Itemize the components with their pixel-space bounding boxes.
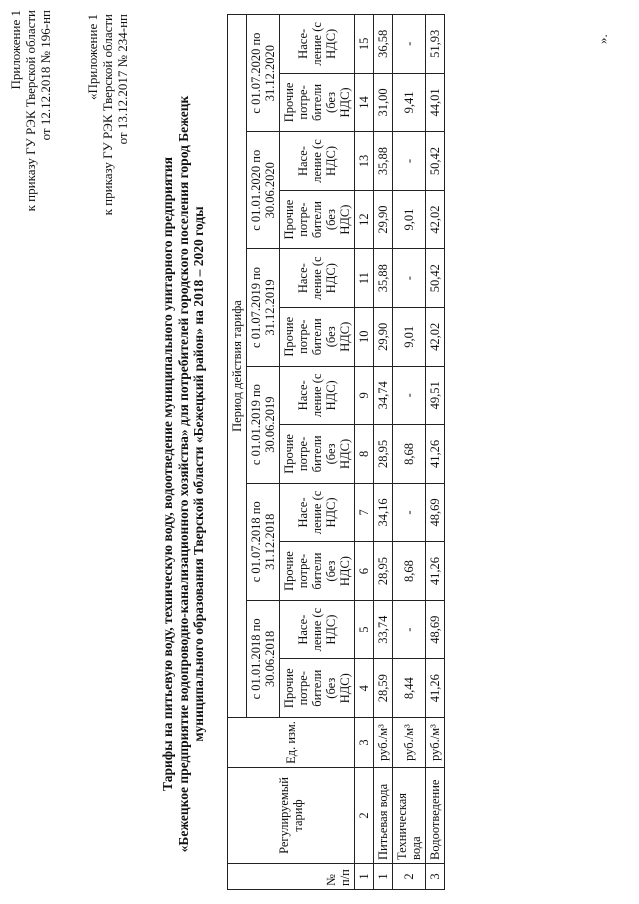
colnum-cell: 7 — [355, 483, 374, 542]
value-cell: 9,01 — [393, 190, 426, 249]
annex-previous-line3: от 13.12.2017 № 234-нп — [115, 14, 130, 145]
sub-population: Насе- ление (с НДС) — [280, 483, 355, 542]
table-row — [374, 15, 393, 890]
colnum-cell: 4 — [355, 659, 374, 718]
closing-mark: ». — [595, 34, 610, 44]
table-header-row-1 — [228, 15, 247, 890]
period-3: с 01.01.2019 по 30.06.2019 — [247, 366, 280, 483]
row-no: 2 — [393, 864, 426, 890]
value-cell: 41,26 — [426, 542, 445, 601]
title-line3: муниципального образования Тверской области «Бежецкий район» на 2018 – 2020 годы — [191, 206, 206, 742]
annex-previous-line1: «Приложение 1 — [85, 14, 100, 101]
period-6: с 01.07.2020 по 31.12.2020 — [247, 15, 280, 132]
header-tariff: Регулируемый тариф — [228, 768, 355, 864]
sub-population: Насе- ление (с НДС) — [280, 600, 355, 659]
annex-previous — [85, 14, 130, 215]
colnum-cell: 3 — [355, 718, 374, 768]
annex-current — [8, 10, 53, 211]
value-cell: 28,95 — [374, 542, 393, 601]
period-5: с 01.01.2020 по 30.06.2020 — [247, 132, 280, 249]
colnum-cell: 15 — [355, 15, 374, 74]
sub-other: Прочие потре- бители (без НДС) — [280, 73, 355, 132]
value-cell: 50,42 — [426, 249, 445, 308]
row-no: 1 — [374, 864, 393, 890]
value-cell: 31,00 — [374, 73, 393, 132]
colnum-cell: 8 — [355, 425, 374, 484]
value-cell: 34,74 — [374, 366, 393, 425]
value-cell: 48,69 — [426, 600, 445, 659]
header-period: Период действия тарифа — [228, 15, 247, 718]
row-unit: руб./м³ — [374, 718, 393, 768]
sub-population: Насе- ление (с НДС) — [280, 249, 355, 308]
row-unit: руб./м³ — [393, 718, 426, 768]
colnum-cell: 13 — [355, 132, 374, 191]
value-cell: - — [393, 132, 426, 191]
value-cell: 29,90 — [374, 190, 393, 249]
value-cell: 35,88 — [374, 249, 393, 308]
value-cell: 51,93 — [426, 15, 445, 74]
sub-other: Прочие потре- бители (без НДС) — [280, 307, 355, 366]
colnum-cell: 5 — [355, 600, 374, 659]
period-1: с 01.01.2018 по 30.06.2018 — [247, 600, 280, 717]
colnum-cell: 6 — [355, 542, 374, 601]
value-cell: 41,26 — [426, 659, 445, 718]
value-cell: 48,69 — [426, 483, 445, 542]
value-cell: 9,41 — [393, 73, 426, 132]
period-2: с 01.07.2018 по 31.12.2018 — [247, 483, 280, 600]
annex-previous-line2: к приказу ГУ РЭК Тверской области — [100, 14, 115, 216]
document-title — [160, 84, 207, 864]
value-cell: 50,42 — [426, 132, 445, 191]
value-cell: 8,68 — [393, 425, 426, 484]
value-cell: 28,95 — [374, 425, 393, 484]
value-cell: 42,02 — [426, 190, 445, 249]
header-no: № п/п — [228, 864, 355, 890]
value-cell: 8,68 — [393, 542, 426, 601]
sub-population: Насе- ление (с НДС) — [280, 15, 355, 74]
title-line1: Тарифы на питьевую воду, техническую воду, водоотведение муниципального унитарного предприятия — [160, 157, 175, 791]
value-cell: 8,44 — [393, 659, 426, 718]
colnum-cell: 12 — [355, 190, 374, 249]
colnum-cell: 11 — [355, 249, 374, 308]
colnum-cell: 9 — [355, 366, 374, 425]
value-cell: 34,16 — [374, 483, 393, 542]
colnum-cell: 14 — [355, 73, 374, 132]
row-name: Питьевая вода — [374, 768, 393, 864]
table-row — [426, 15, 445, 890]
value-cell: 42,02 — [426, 307, 445, 366]
value-cell: 49,51 — [426, 366, 445, 425]
value-cell: 41,26 — [426, 425, 445, 484]
row-name: Техническая вода — [393, 768, 426, 864]
colnum-cell: 1 — [355, 864, 374, 890]
row-unit: руб./м³ — [426, 718, 445, 768]
value-cell: - — [393, 249, 426, 308]
colnum-cell: 2 — [355, 768, 374, 864]
value-cell: - — [393, 600, 426, 659]
annex-current-line3: от 12.12.2018 № 196-нп — [38, 10, 53, 141]
annex-current-line1: Приложение 1 — [8, 10, 23, 90]
row-name: Водоотведение — [426, 768, 445, 864]
row-no: 3 — [426, 864, 445, 890]
sub-other: Прочие потре- бители (без НДС) — [280, 542, 355, 601]
header-unit: Ед. изм. — [228, 718, 355, 768]
column-number-row — [355, 15, 374, 890]
sub-other: Прочие потре- бители (без НДС) — [280, 190, 355, 249]
sub-population: Насе- ление (с НДС) — [280, 366, 355, 425]
period-4: с 01.07.2019 по 31.12.2019 — [247, 249, 280, 366]
value-cell: 33,74 — [374, 600, 393, 659]
value-cell: 29,90 — [374, 307, 393, 366]
value-cell: - — [393, 15, 426, 74]
annex-current-line2: к приказу ГУ РЭК Тверской области — [23, 10, 38, 212]
value-cell: 9,01 — [393, 307, 426, 366]
sub-other: Прочие потре- бители (без НДС) — [280, 425, 355, 484]
value-cell: - — [393, 366, 426, 425]
tariff-table — [227, 14, 445, 890]
table-row — [393, 15, 426, 890]
value-cell: - — [393, 483, 426, 542]
sub-population: Насе- ление (с НДС) — [280, 132, 355, 191]
colnum-cell: 10 — [355, 307, 374, 366]
value-cell: 28,59 — [374, 659, 393, 718]
value-cell: 44,01 — [426, 73, 445, 132]
title-line2: «Бежецкое предприятие водопроводно-канализационного хозяйства» для потребителей городского поселения город Бежецк — [175, 95, 191, 853]
value-cell: 36,58 — [374, 15, 393, 74]
sub-other: Прочие потре- бители (без НДС) — [280, 659, 355, 718]
value-cell: 35,88 — [374, 132, 393, 191]
